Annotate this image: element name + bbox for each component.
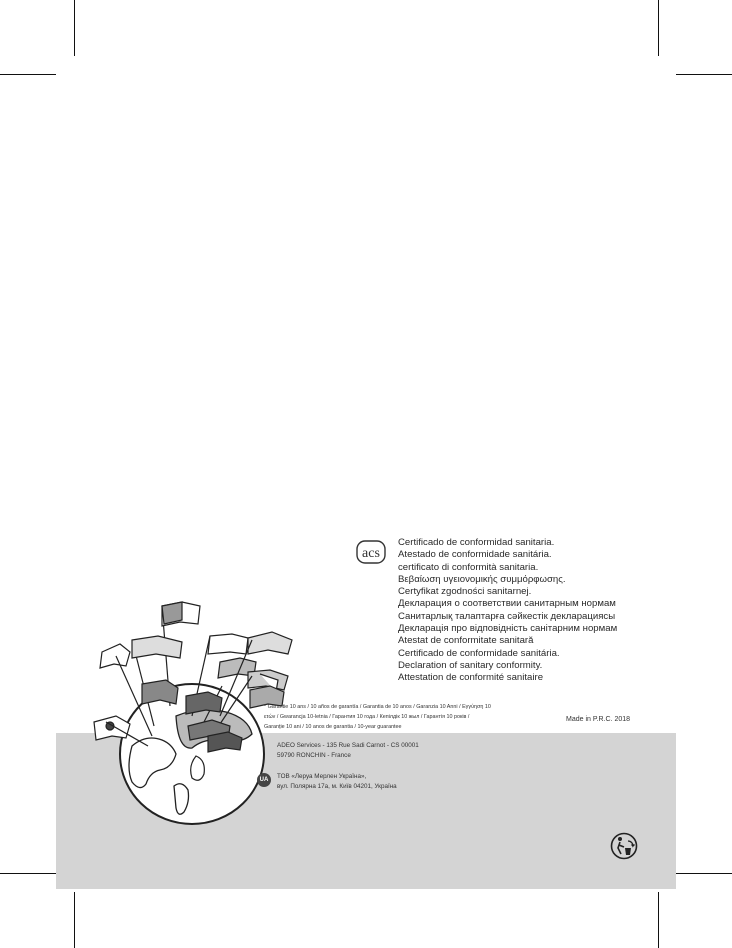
recycle-bin-icon — [610, 832, 638, 860]
cert-line-it: certificato di conformità sanitaria. — [398, 561, 539, 573]
svg-text:acs: acs — [362, 546, 380, 561]
crop-mark-bottom-right-h — [676, 873, 732, 874]
crop-mark-top-right-h — [676, 74, 732, 75]
company-address-ua — [277, 772, 397, 791]
cert-line-ru: Декларация о соответствии санитарным нормам — [398, 598, 616, 610]
company-address — [277, 741, 419, 760]
crop-mark-top-right-v — [658, 0, 659, 56]
crop-mark-bottom-right-v — [658, 892, 659, 948]
made-in-label: Made in P.R.C. 2018 — [566, 716, 631, 723]
cert-line-fr: Attestation de conformité sanitaire — [398, 672, 544, 684]
crop-mark-top-left-h — [0, 74, 56, 75]
cert-line-es: Certificado de conformidad sanitaria. — [398, 537, 555, 548]
guarantee-line-1: * Garantie 10 ans / 10 años de garantía / Garantia de 10 anos / Garanzia 10 Anni / Εγγύηση 10 — [264, 704, 491, 710]
guarantee-line-3: Garanție 10 ani / 10 anos de garantia / 10-year guarantee — [264, 724, 402, 730]
crop-mark-top-left-v — [74, 0, 75, 56]
cert-line-el: Βεβαίωση υγειονομικής συμμόρφωσης. — [398, 573, 566, 585]
cert-line-pl: Certyfikat zgodności sanitarnej. — [398, 586, 532, 598]
guarantee-text — [264, 702, 544, 732]
address-ua-line-2: вул. Полярна 17а, м. Київ 04201, Україна — [277, 782, 397, 790]
acs-logo-icon — [356, 540, 386, 564]
address-line-1: ADEO Services - 135 Rue Sadi Carnot - CS 00001 — [277, 742, 419, 749]
guarantee-line-2: ετών / Gwarancja 10-letnia / Гарантия 10 года / Кепілдік 10 жыл / Гарантія 10 років / — [264, 714, 470, 720]
address-ua-line-1: ТОВ «Леруа Мерлен Україна», — [277, 773, 367, 780]
crop-mark-bottom-left-h — [0, 873, 56, 874]
cert-line-br: Certificado de conformidade sanitária. — [398, 647, 560, 659]
certification-list — [398, 537, 617, 685]
cert-line-uk: Декларація про відповідність санітарним нормам — [398, 623, 618, 635]
address-line-2: 59790 RONCHIN - France — [277, 751, 351, 759]
cert-line-pt: Atestado de conformidade sanitária. — [398, 549, 552, 561]
crop-mark-bottom-left-v — [74, 892, 75, 948]
ua-badge: UA — [257, 773, 271, 787]
cert-line-ro: Atestat de conformitate sanitară — [398, 635, 534, 647]
cert-line-kk: Санитарлық талаптарға сәйкестік декларациясы — [398, 610, 616, 622]
cert-line-en: Declaration of sanitary conformity. — [398, 659, 543, 671]
